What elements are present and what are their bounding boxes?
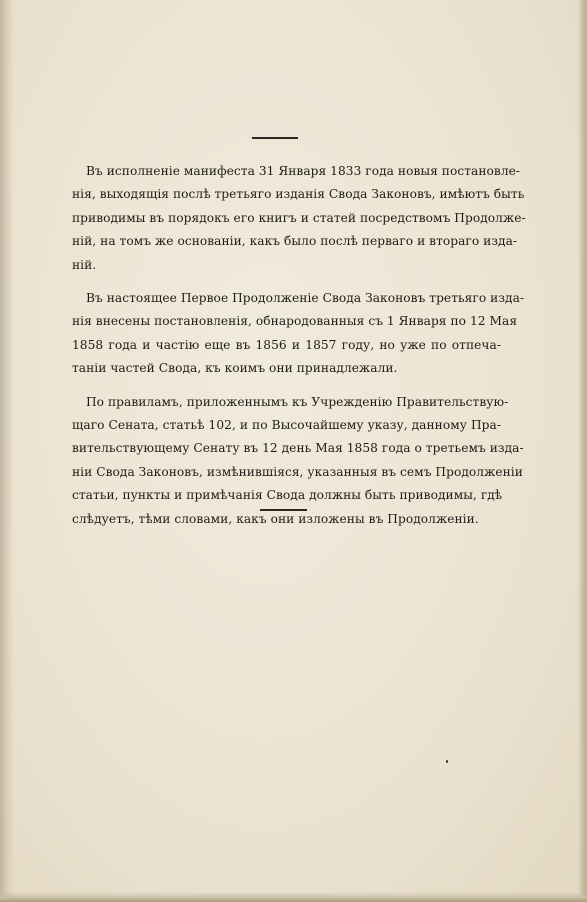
page-right-edge (578, 0, 587, 902)
body-text (58, 160, 526, 541)
paragraph-2 (58, 287, 525, 381)
text-line: ній. (72, 257, 97, 272)
text-line: вительствующему Сенату въ 12 день Мая 1858 года о третьемъ изда- (72, 441, 524, 456)
bottom-divider-rule (260, 509, 307, 511)
text-line: слѣдуетъ, тѣми словами, какъ они изложены въ Продолженіи. (72, 511, 479, 526)
text-line: таніи частей Свода, къ коимъ они принадлежали. (72, 361, 398, 376)
text-line: статьи, пункты и примѣчанія Свода должны быть приводимы, гдѣ (72, 488, 503, 503)
page-binding-shadow (0, 0, 14, 902)
paragraph-1 (58, 160, 526, 277)
text-line: нія внесены постановленія, обнародованныя съ 1 Января по 12 Мая (72, 314, 518, 329)
text-line: Въ настоящее Первое Продолженіе Свода Законовъ третьяго изда- (86, 291, 525, 306)
text-line: нія, выходящія послѣ третьяго изданія Свода Законовъ, имѣютъ быть (72, 187, 525, 202)
text-line: 1858 года и частію еще въ 1856 и 1857 году, но уже по отпеча- (72, 337, 501, 352)
top-divider-rule (252, 137, 298, 139)
text-line: ній, на томъ же основаніи, какъ было послѣ перваго и втораго изда- (72, 234, 518, 249)
page-bottom-edge (0, 892, 587, 902)
text-line: щаго Сената, статьѣ 102, и по Высочайшему указу, данному Пра- (72, 418, 501, 433)
text-line: Въ исполненіе манифеста 31 Января 1833 года новыя постановле- (86, 164, 521, 178)
ink-speck (446, 760, 448, 763)
text-line: ніи Свода Законовъ, измѣнившіяся, указанныя въ семъ Продолженіи (72, 464, 523, 479)
text-line: приводимы въ порядокъ его книгъ и статей посредствомъ Продолже- (72, 210, 526, 225)
text-line: По правиламъ, приложеннымъ къ Учрежденію Правительствую- (86, 394, 509, 409)
